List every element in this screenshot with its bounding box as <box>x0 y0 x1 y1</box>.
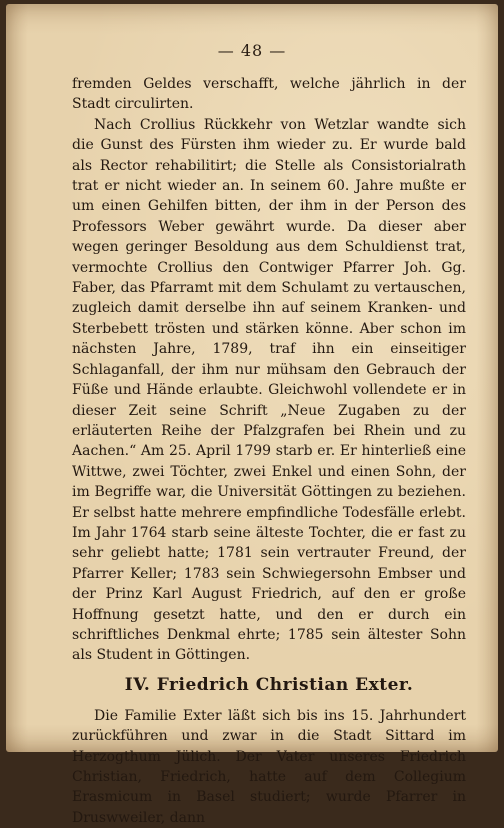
paragraph-crollius: Nach Crollius Rückkehr von Wetzlar wandte sich die Gunst des Fürsten ihm wieder zu. Er wurde bald als Rector rehabilitirt; die Stelle als Consistorialrath trat er nicht wieder an. In seinem 60. Jahre mußte er um einen Gehilfen bitten, der ihm in der Person des Professors Weber gewährt wurde. Da dieser aber wegen geringer Besoldung aus dem Schuldienst trat, vermochte Crollius den Contwiger Pfarrer Joh. Gg. Faber, das Pfarramt mit dem Schulamt zu vertauschen, zugleich damit derselbe ihn auf seinem Kranken- und Sterbebett trösten und stärken könne. Aber schon im nächsten Jahre, 1789, traf ihn ein einseitiger Schlaganfall, der ihm nur mühsam den Gebrauch der Füße und Hände erlaubte. Gleichwohl vollendete er in dieser Zeit seine Schrift „Neue Zugaben zu der erläuterten Reihe der Pfalzgrafen bei Rhein und zu Aachen.“ Am 25. April 1799 starb er. Er hinterließ eine Wittwe, zwei Töchter, zwei Enkel und einen Sohn, der im Begriffe war, die Universität Göttingen zu beziehen. Er selbst hatte mehrere empfindliche Todesfälle erlebt. Im Jahr 1764 starb seine älteste Tochter, die er fast zu sehr geliebt hatte; 1781 sein vertrauter Freund, der Pfarrer Keller; 1783 sein Schwiegersohn Embser und der Prinz Karl August Friedrich, auf den er große Hoffnung gesetzt hatte, und den er durch ein schriftliches Denkmal ehrte; 1785 sein ältester Sohn als Student in Göttingen. <box>72 116 466 664</box>
page-body <box>72 74 466 828</box>
paragraph-continuation: fremden Geldes verschafft, welche jährlich in der Stadt circulirten. <box>72 76 466 113</box>
section-heading: IV. Friedrich Christian Exter. <box>124 674 414 695</box>
book-page <box>6 4 498 826</box>
page-number: — 48 — <box>217 41 287 60</box>
paragraph-exter: Die Familie Exter läßt sich bis ins 15. Jahrhundert zurückführen und zwar in die Stadt Sittard im Herzogthum Jülich. Der Vater unseres Friedrich Christian, Friedrich, hatte auf dem Collegium Erasmicum in Basel studiert; wurde Pfarrer in Druswweiler, dann <box>72 707 466 826</box>
